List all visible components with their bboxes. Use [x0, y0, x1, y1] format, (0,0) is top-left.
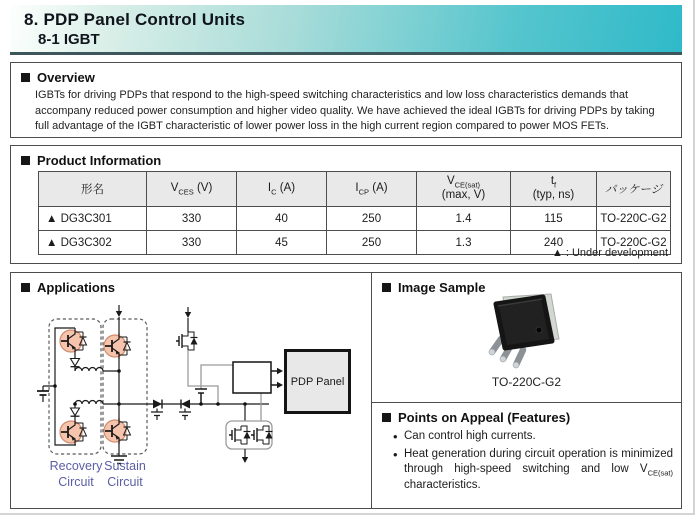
col-icp: $I_{CP}$ (A): [327, 172, 417, 207]
cell-vces: 330: [147, 231, 237, 255]
pdp-panel-label: PDP Panel: [290, 375, 345, 388]
cell-vces: 330: [147, 207, 237, 231]
recovery-circuit-label: Recovery Circuit: [49, 459, 103, 489]
overview-section: [10, 62, 682, 138]
applications-heading-label: Applications: [37, 280, 116, 295]
col-tf: $t_f$ (typ, ns): [511, 172, 597, 207]
igbt-symbol: [60, 328, 87, 354]
package-caption: TO-220C-G2: [491, 375, 562, 389]
image-sample-heading-label: Image Sample: [398, 280, 486, 295]
inductor-symbol: [75, 368, 119, 372]
signal-arrow-icon: [277, 382, 283, 388]
section-square-icon: [21, 283, 30, 292]
capacitor-symbol: [37, 391, 49, 395]
igbt-symbol: [104, 333, 131, 359]
page-header: [10, 5, 682, 55]
cell-vcesat: 1.4: [417, 207, 511, 231]
igbt-symbol: [104, 418, 131, 444]
section-square-icon: [21, 73, 30, 82]
driver-block: [233, 362, 271, 393]
mosfet-symbol: [251, 426, 273, 444]
current-arrow-icon: [116, 311, 122, 317]
col-vcesat: $V_{CE(sat)}$ (max, V): [417, 172, 511, 207]
page-subtitle: 8-1 IGBT: [38, 31, 100, 48]
cell-ic: 45: [237, 231, 327, 255]
cell-ic: 40: [237, 207, 327, 231]
overview-heading-label: Overview: [37, 70, 95, 85]
col-package: パッケージ: [597, 172, 671, 207]
igbt-symbol: [60, 419, 87, 445]
applications-section: [10, 272, 372, 509]
mosfet-pair-outline: [226, 421, 272, 449]
table-row: [39, 207, 671, 231]
section-square-icon: [21, 156, 30, 165]
cell-tf: 240: [511, 231, 597, 255]
mosfet-symbol: [229, 426, 251, 444]
product-table: [38, 171, 671, 255]
cell-package: TO-220C-G2: [597, 207, 671, 231]
features-heading-label: Points on Appeal (Features): [398, 410, 571, 425]
overview-text: IGBTs for driving PDPs that respond to the high-speed switching characteristics and low loss characteristics demands that accompany reduced power consumption and higher video quality. We have achieved the ideal IGBTs for driving PDPs by taking full advantage of the IGBT characteristic of lower power loss in the high current region compared to power MOS FETs.: [35, 89, 655, 133]
section-square-icon: [382, 283, 391, 292]
diode-symbol: [153, 400, 162, 409]
current-arrow-icon: [185, 312, 191, 318]
battery-symbol: [195, 389, 207, 404]
section-square-icon: [382, 413, 391, 422]
product-table-header-row: [39, 172, 671, 207]
image-sample-section: [371, 272, 682, 403]
cell-model: ▲ DG3C302: [39, 231, 147, 255]
cell-icp: 250: [327, 231, 417, 255]
sustain-circuit-label: Sustain Circuit: [104, 459, 146, 489]
col-model: 形名: [39, 172, 147, 207]
features-heading: [382, 410, 681, 425]
applications-heading: [21, 280, 371, 295]
cell-vcesat: 1.3: [417, 231, 511, 255]
product-heading-label: Product Information: [37, 153, 162, 168]
under-development-note: ▲ : Under development: [551, 247, 668, 259]
list-item: • Can control high currents.: [404, 429, 673, 445]
product-heading: [21, 153, 681, 168]
pdp-panel-block: [284, 349, 351, 414]
cell-package: TO-220C-G2: [597, 231, 671, 255]
cell-icp: 250: [327, 207, 417, 231]
cell-model: ▲ DG3C301: [39, 207, 147, 231]
page-title: 8. PDP Panel Control Units: [24, 10, 246, 29]
current-arrow-icon: [242, 457, 248, 463]
diode-symbol: [71, 408, 80, 416]
cell-tf: 115: [511, 207, 597, 231]
diode-symbol: [71, 359, 80, 367]
col-ic: $I_C$ (A): [237, 172, 327, 207]
features-list: [372, 429, 673, 494]
list-item: • Heat generation during circuit operation is minimized through high-speed switching and low $V_{CE(sat)}$ characteristics.: [404, 447, 673, 494]
diode-symbol: [181, 400, 190, 409]
signal-arrow-icon: [277, 368, 283, 374]
product-information-section: [10, 145, 682, 264]
package-photo: [479, 293, 569, 371]
overview-heading: [21, 70, 681, 85]
mosfet-symbol: [176, 332, 198, 350]
features-section: [371, 402, 682, 509]
inductor-symbol: [75, 401, 119, 405]
col-vces: $V_{CES}$ (V): [147, 172, 237, 207]
